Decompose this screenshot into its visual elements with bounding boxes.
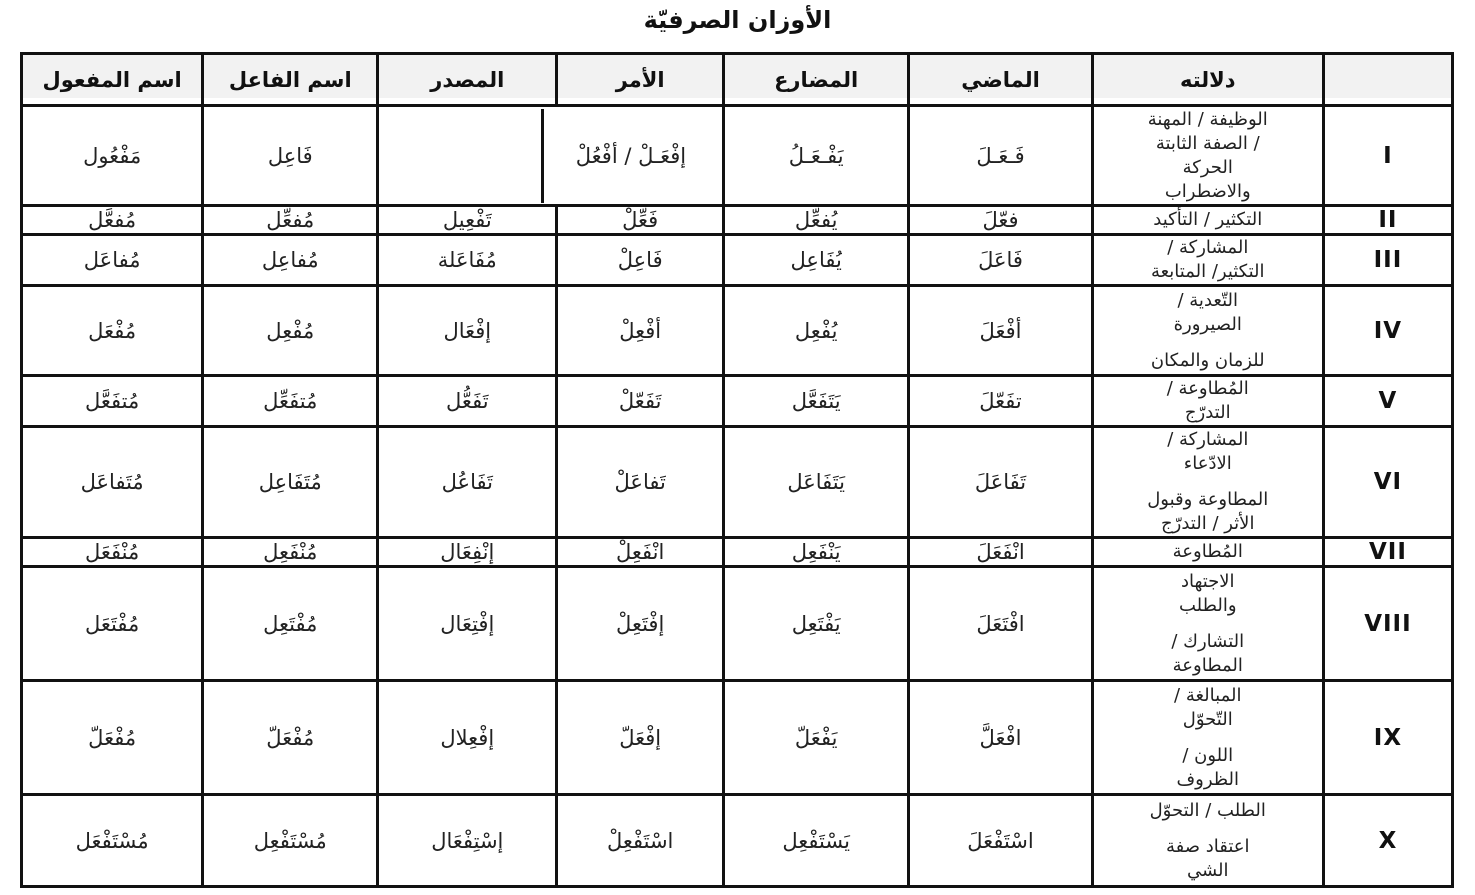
table-row [22,106,1453,206]
meaning-line [1098,337,1318,349]
meaning-line: المبالغة / [1174,684,1242,706]
meaning-line: الحركة [1182,156,1233,178]
row-active-participle: مُفاعِل [203,235,378,286]
meaning-line: / الصفة الثابتة [1155,132,1260,154]
row-past-form: تَفَاعَلَ [909,427,1092,538]
row-active-participle: مُسْتَفْعِل [203,795,378,887]
meaning-line: التكثير / التأكيد [1153,209,1263,230]
row-passive-participle: مُفاعَل [22,235,203,286]
row-past-form: تفَعّلَ [909,376,1092,427]
row-imperative-form: تَفَعّلْ [557,376,724,427]
row-present-form: يَنْفَعِل [723,538,908,567]
row-meaning [1092,286,1323,376]
row-present-form: يُفْعِل [723,286,908,376]
row-verbal-noun-form: تَفَاعُل [378,427,557,538]
row-number: III [1323,235,1452,286]
meaning-line: الشي [1186,859,1229,881]
row-present-form: يَسْتَفْعِل [723,795,908,887]
morphological-patterns-table [20,52,1454,888]
row-meaning [1092,376,1323,427]
row-active-participle: مُفْعِل [203,286,378,376]
header-active-participle: اسم الفاعل [203,54,378,106]
meaning-line: الاجتهاد [1180,570,1235,592]
row-meaning [1092,427,1323,538]
row-imperative-form: فَعِّلْ [557,206,724,235]
meaning-line [1098,476,1318,488]
header-passive-participle: اسم المفعول [22,54,203,106]
row-imperative-form: إفْتَعِلْ [557,567,724,681]
meaning-line: الطلب / التحوّل [1149,799,1266,821]
row-meaning [1092,206,1323,235]
row-meaning [1092,235,1323,286]
row-active-participle: فَاعِل [203,106,378,206]
row-number: V [1323,376,1452,427]
table-row [22,538,1453,567]
row-verbal-noun-form: إفْعِلال [378,681,557,795]
meaning-line: التكثير/ المتابعة [1150,261,1265,282]
header-row [22,54,1453,106]
row-passive-participle: مُتفَعَّل [22,376,203,427]
row-passive-participle: مُتَفاعَل [22,427,203,538]
meaning-line: المُطاوعة / [1166,378,1249,399]
meaning-line: التّحوّل [1182,708,1233,730]
table-row [22,681,1453,795]
row-present-form: يُفَاعِل [723,235,908,286]
meaning-line [1098,823,1318,835]
row-imperative-form: انْفَعِلْ [557,538,724,567]
row-number: X [1323,795,1452,887]
page-title: الأوزان الصرفيّة [643,6,832,34]
row-passive-participle: مُنْفَعَل [22,538,203,567]
row-active-participle: مُفْتَعِل [203,567,378,681]
table-row [22,427,1453,538]
meaning-line: المشاركة / [1167,237,1249,258]
meaning-line: والطلب [1178,594,1237,616]
row-number: IX [1323,681,1452,795]
row-verbal-noun-form: إنْفِعَال [378,538,557,567]
meaning-line: التشارك / [1171,630,1245,652]
row-active-participle: مُنْفَعِل [203,538,378,567]
row-number: IV [1323,286,1452,376]
meaning-line [1098,732,1318,744]
row-verbal-noun-form: تَفَعُّل [378,376,557,427]
row-imperative-form: إفْعَـلْ / أفْعُلْ [541,109,718,203]
table-row [22,235,1453,286]
row-active-participle: مُفْعَلّ [203,681,378,795]
meaning-line: الادّعاء [1183,453,1232,474]
row-imperative-form: أفْعِلْ [557,286,724,376]
row-passive-participle: مَفْعُول [22,106,203,206]
header-number [1323,54,1452,106]
meaning-line: المطاوعة وقبول [1147,489,1269,510]
meaning-line: التّعدية / [1177,289,1238,311]
row-verbal-noun-form: إفْتِعَال [378,567,557,681]
row-active-participle: مُتفَعِّل [203,376,378,427]
meaning-line: التدرّج [1184,402,1231,423]
meaning-line: اعتقاد صفة [1165,835,1250,857]
row-verbal-noun-form: إسْتِفْعَال [378,795,557,887]
header-verbal-noun: المصدر [378,54,557,106]
header-imperative: الأمر [557,54,724,106]
row-meaning [1092,106,1323,206]
meaning-line: اللون / [1182,744,1234,766]
meaning-line: المطاوعة [1172,654,1243,676]
row-past-form: اسْتَفْعَلَ [909,795,1092,887]
row-verbal-noun-form: مُفَاعَلة [378,235,557,286]
row-past-form: أفْعَلَ [909,286,1092,376]
row-passive-participle: مُفْعَل [22,286,203,376]
row-passive-participle: مُفْتَعَل [22,567,203,681]
meaning-line: المشاركة / [1167,429,1249,450]
meaning-line: الصيرورة [1173,313,1242,335]
row-present-form: يُفعِّل [723,206,908,235]
table-row [22,286,1453,376]
table-row [22,795,1453,887]
row-imperative-and-verbal-noun [378,106,724,206]
row-past-form: فَـعَـلَ [909,106,1092,206]
row-past-form: فَاعَلَ [909,235,1092,286]
row-passive-participle: مُسْتَفْعَل [22,795,203,887]
meaning-line: الوظيفة / المهنة [1147,108,1268,130]
row-present-form: يَتَفَاعَل [723,427,908,538]
header-past: الماضي [909,54,1092,106]
row-imperative-form: إفْعَلّ [557,681,724,795]
row-present-form: يَفْعَلّ [723,681,908,795]
header-meaning: دلالته [1092,54,1323,106]
row-meaning [1092,795,1323,887]
row-present-form: يَتَفَعَّل [723,376,908,427]
meaning-line: الظروف [1176,768,1240,790]
row-verbal-noun-form: تَفْعِيل [378,206,557,235]
row-present-form: يَفْتَعِل [723,567,908,681]
row-meaning [1092,681,1323,795]
row-meaning [1092,538,1323,567]
meaning-line [1098,618,1318,630]
table-row [22,376,1453,427]
row-imperative-form: فَاعِلْ [557,235,724,286]
meaning-line: للزمان والمكان [1150,349,1265,371]
meaning-line: الأثر / التدرّج [1161,513,1255,534]
row-meaning [1092,567,1323,681]
row-past-form: انْفَعَلَ [909,538,1092,567]
row-number: VII [1323,538,1452,567]
table-row [22,567,1453,681]
row-number: VIII [1323,567,1452,681]
row-past-form: فعّلَ [909,206,1092,235]
meaning-line: المُطاوعة [1172,541,1243,562]
row-passive-participle: مُفعَّل [22,206,203,235]
table-row [22,206,1453,235]
meaning-line: والاضطراب [1164,180,1251,202]
header-present: المضارع [723,54,908,106]
row-active-participle: مُفعِّل [203,206,378,235]
row-number: II [1323,206,1452,235]
row-present-form: يَفْـعَـلُ [723,106,908,206]
row-past-form: افْعَلَّ [909,681,1092,795]
row-imperative-form: اسْتَفْعِلْ [557,795,724,887]
row-passive-participle: مُفْعَلّ [22,681,203,795]
row-past-form: افْتَعَلَ [909,567,1092,681]
row-number: I [1323,106,1452,206]
row-active-participle: مُتَفَاعِل [203,427,378,538]
row-number: VI [1323,427,1452,538]
row-verbal-noun-form: إفْعَال [378,286,557,376]
row-imperative-form: تَفاعَلْ [557,427,724,538]
